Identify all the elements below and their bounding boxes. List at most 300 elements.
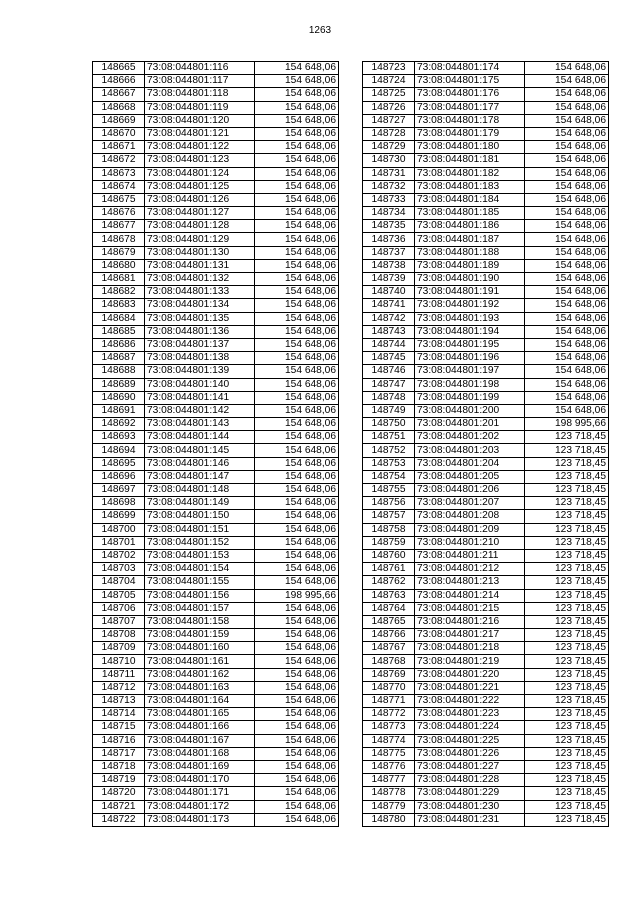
row-number: 148670 xyxy=(93,127,145,140)
row-number: 148692 xyxy=(93,418,145,431)
cadastral-number: 73:08:044801:135 xyxy=(145,312,255,325)
row-number: 148668 xyxy=(93,101,145,114)
row-number: 148685 xyxy=(93,325,145,338)
row-number: 148672 xyxy=(93,154,145,167)
cadastral-value: 123 718,45 xyxy=(525,523,609,536)
cadastral-number: 73:08:044801:212 xyxy=(415,563,525,576)
cadastral-number: 73:08:044801:217 xyxy=(415,629,525,642)
table-row xyxy=(93,352,339,365)
table-row xyxy=(93,734,339,747)
cadastral-number: 73:08:044801:128 xyxy=(145,220,255,233)
cadastral-value: 154 648,06 xyxy=(255,576,339,589)
table-row xyxy=(363,338,609,351)
table-row xyxy=(93,193,339,206)
table-row xyxy=(93,391,339,404)
row-number: 148699 xyxy=(93,510,145,523)
cadastral-value: 154 648,06 xyxy=(255,734,339,747)
cadastral-number: 73:08:044801:224 xyxy=(415,721,525,734)
row-number: 148693 xyxy=(93,431,145,444)
row-number: 148775 xyxy=(363,747,415,760)
row-number: 148686 xyxy=(93,338,145,351)
table-row xyxy=(93,510,339,523)
table-row xyxy=(363,484,609,497)
cadastral-value: 154 648,06 xyxy=(525,352,609,365)
table-row xyxy=(363,312,609,325)
row-number: 148706 xyxy=(93,602,145,615)
cadastral-number: 73:08:044801:207 xyxy=(415,497,525,510)
row-number: 148666 xyxy=(93,75,145,88)
cadastral-number: 73:08:044801:211 xyxy=(415,549,525,562)
cadastral-number: 73:08:044801:194 xyxy=(415,325,525,338)
table-row xyxy=(363,497,609,510)
cadastral-value: 154 648,06 xyxy=(525,180,609,193)
table-row xyxy=(93,286,339,299)
cadastral-number: 73:08:044801:182 xyxy=(415,167,525,180)
table-row xyxy=(93,88,339,101)
cadastral-number: 73:08:044801:218 xyxy=(415,642,525,655)
cadastral-value: 154 648,06 xyxy=(255,681,339,694)
table-row xyxy=(93,523,339,536)
cadastral-number: 73:08:044801:118 xyxy=(145,88,255,101)
row-number: 148734 xyxy=(363,207,415,220)
cadastral-number: 73:08:044801:216 xyxy=(415,615,525,628)
cadastral-value: 154 648,06 xyxy=(255,787,339,800)
table-row xyxy=(363,418,609,431)
table-row xyxy=(363,101,609,114)
row-number: 148723 xyxy=(363,62,415,75)
table-row xyxy=(363,75,609,88)
table-row xyxy=(93,259,339,272)
cadastral-number: 73:08:044801:174 xyxy=(415,62,525,75)
table-row xyxy=(363,774,609,787)
cadastral-value: 123 718,45 xyxy=(525,589,609,602)
registry-table-right xyxy=(362,61,609,827)
table-row xyxy=(93,338,339,351)
cadastral-number: 73:08:044801:150 xyxy=(145,510,255,523)
table-row xyxy=(363,747,609,760)
row-number: 148719 xyxy=(93,774,145,787)
table-row xyxy=(93,114,339,127)
table-row xyxy=(93,220,339,233)
cadastral-number: 73:08:044801:221 xyxy=(415,681,525,694)
table-row xyxy=(363,325,609,338)
cadastral-value: 123 718,45 xyxy=(525,510,609,523)
cadastral-value: 123 718,45 xyxy=(525,602,609,615)
table-row xyxy=(363,365,609,378)
cadastral-number: 73:08:044801:163 xyxy=(145,681,255,694)
table-row xyxy=(93,497,339,510)
row-number: 148730 xyxy=(363,154,415,167)
cadastral-value: 154 648,06 xyxy=(255,510,339,523)
cadastral-value: 154 648,06 xyxy=(525,62,609,75)
cadastral-number: 73:08:044801:157 xyxy=(145,602,255,615)
row-number: 148738 xyxy=(363,259,415,272)
cadastral-number: 73:08:044801:231 xyxy=(415,813,525,826)
cadastral-value: 154 648,06 xyxy=(255,127,339,140)
table-row xyxy=(363,708,609,721)
cadastral-value: 154 648,06 xyxy=(255,602,339,615)
cadastral-value: 123 718,45 xyxy=(525,774,609,787)
cadastral-value: 154 648,06 xyxy=(255,708,339,721)
table-row xyxy=(93,127,339,140)
cadastral-number: 73:08:044801:167 xyxy=(145,734,255,747)
cadastral-number: 73:08:044801:137 xyxy=(145,338,255,351)
row-number: 148712 xyxy=(93,681,145,694)
table-row xyxy=(93,62,339,75)
row-number: 148710 xyxy=(93,655,145,668)
row-number: 148684 xyxy=(93,312,145,325)
cadastral-value: 154 648,06 xyxy=(255,75,339,88)
cadastral-value: 154 648,06 xyxy=(255,273,339,286)
cadastral-value: 123 718,45 xyxy=(525,431,609,444)
cadastral-value: 154 648,06 xyxy=(525,114,609,127)
cadastral-value: 154 648,06 xyxy=(255,404,339,417)
cadastral-value: 154 648,06 xyxy=(525,141,609,154)
cadastral-number: 73:08:044801:160 xyxy=(145,642,255,655)
cadastral-value: 123 718,45 xyxy=(525,549,609,562)
cadastral-value: 123 718,45 xyxy=(525,615,609,628)
cadastral-number: 73:08:044801:123 xyxy=(145,154,255,167)
table-row xyxy=(93,695,339,708)
table-row xyxy=(93,457,339,470)
row-number: 148768 xyxy=(363,655,415,668)
cadastral-number: 73:08:044801:192 xyxy=(415,299,525,312)
cadastral-value: 154 648,06 xyxy=(255,246,339,259)
cadastral-number: 73:08:044801:148 xyxy=(145,484,255,497)
row-number: 148739 xyxy=(363,273,415,286)
row-number: 148711 xyxy=(93,668,145,681)
cadastral-value: 154 648,06 xyxy=(255,233,339,246)
row-number: 148745 xyxy=(363,352,415,365)
row-number: 148680 xyxy=(93,259,145,272)
table-row xyxy=(363,602,609,615)
table-row xyxy=(363,233,609,246)
cadastral-number: 73:08:044801:213 xyxy=(415,576,525,589)
cadastral-value: 154 648,06 xyxy=(525,404,609,417)
cadastral-number: 73:08:044801:210 xyxy=(415,536,525,549)
table-row xyxy=(93,141,339,154)
cadastral-value: 154 648,06 xyxy=(525,233,609,246)
row-number: 148713 xyxy=(93,695,145,708)
cadastral-value: 123 718,45 xyxy=(525,470,609,483)
row-number: 148688 xyxy=(93,365,145,378)
cadastral-value: 123 718,45 xyxy=(525,444,609,457)
cadastral-number: 73:08:044801:119 xyxy=(145,101,255,114)
cadastral-value: 154 648,06 xyxy=(255,299,339,312)
row-number: 148689 xyxy=(93,378,145,391)
table-row xyxy=(363,523,609,536)
cadastral-value: 154 648,06 xyxy=(525,338,609,351)
cadastral-number: 73:08:044801:176 xyxy=(415,88,525,101)
cadastral-value: 154 648,06 xyxy=(525,325,609,338)
row-number: 148674 xyxy=(93,180,145,193)
row-number: 148765 xyxy=(363,615,415,628)
row-number: 148721 xyxy=(93,800,145,813)
cadastral-number: 73:08:044801:197 xyxy=(415,365,525,378)
cadastral-value: 154 648,06 xyxy=(255,668,339,681)
cadastral-number: 73:08:044801:140 xyxy=(145,378,255,391)
cadastral-number: 73:08:044801:133 xyxy=(145,286,255,299)
row-number: 148754 xyxy=(363,470,415,483)
table-row xyxy=(93,299,339,312)
cadastral-number: 73:08:044801:201 xyxy=(415,418,525,431)
cadastral-number: 73:08:044801:161 xyxy=(145,655,255,668)
table-row xyxy=(93,365,339,378)
cadastral-number: 73:08:044801:169 xyxy=(145,760,255,773)
row-number: 148756 xyxy=(363,497,415,510)
row-number: 148676 xyxy=(93,207,145,220)
cadastral-value: 154 648,06 xyxy=(255,484,339,497)
row-number: 148744 xyxy=(363,338,415,351)
cadastral-value: 154 648,06 xyxy=(255,497,339,510)
cadastral-value: 154 648,06 xyxy=(255,721,339,734)
cadastral-number: 73:08:044801:145 xyxy=(145,444,255,457)
cadastral-number: 73:08:044801:196 xyxy=(415,352,525,365)
cadastral-number: 73:08:044801:124 xyxy=(145,167,255,180)
cadastral-number: 73:08:044801:151 xyxy=(145,523,255,536)
row-number: 148766 xyxy=(363,629,415,642)
table-row xyxy=(363,154,609,167)
cadastral-value: 154 648,06 xyxy=(255,457,339,470)
cadastral-value: 154 648,06 xyxy=(255,418,339,431)
cadastral-value: 154 648,06 xyxy=(255,352,339,365)
table-row xyxy=(93,325,339,338)
table-row xyxy=(363,404,609,417)
cadastral-number: 73:08:044801:219 xyxy=(415,655,525,668)
table-row xyxy=(363,721,609,734)
table-row xyxy=(93,787,339,800)
table-row xyxy=(93,642,339,655)
cadastral-number: 73:08:044801:132 xyxy=(145,273,255,286)
cadastral-value: 154 648,06 xyxy=(255,220,339,233)
table-row xyxy=(363,180,609,193)
row-number: 148771 xyxy=(363,695,415,708)
row-number: 148769 xyxy=(363,668,415,681)
cadastral-value: 154 648,06 xyxy=(255,338,339,351)
cadastral-number: 73:08:044801:134 xyxy=(145,299,255,312)
table-row xyxy=(93,207,339,220)
table-row xyxy=(93,312,339,325)
cadastral-number: 73:08:044801:209 xyxy=(415,523,525,536)
row-number: 148761 xyxy=(363,563,415,576)
row-number: 148725 xyxy=(363,88,415,101)
row-number: 148763 xyxy=(363,589,415,602)
cadastral-number: 73:08:044801:187 xyxy=(415,233,525,246)
cadastral-value: 154 648,06 xyxy=(255,259,339,272)
table-row xyxy=(363,62,609,75)
cadastral-value: 154 648,06 xyxy=(255,167,339,180)
table-row xyxy=(363,655,609,668)
row-number: 148677 xyxy=(93,220,145,233)
table-row xyxy=(93,774,339,787)
row-number: 148665 xyxy=(93,62,145,75)
table-row xyxy=(363,549,609,562)
row-number: 148683 xyxy=(93,299,145,312)
cadastral-value: 154 648,06 xyxy=(525,127,609,140)
cadastral-number: 73:08:044801:164 xyxy=(145,695,255,708)
cadastral-number: 73:08:044801:166 xyxy=(145,721,255,734)
table-row xyxy=(93,378,339,391)
cadastral-value: 123 718,45 xyxy=(525,734,609,747)
row-number: 148728 xyxy=(363,127,415,140)
cadastral-value: 154 648,06 xyxy=(255,615,339,628)
table-row xyxy=(363,431,609,444)
table-row xyxy=(93,589,339,602)
row-number: 148709 xyxy=(93,642,145,655)
cadastral-number: 73:08:044801:172 xyxy=(145,800,255,813)
cadastral-number: 73:08:044801:220 xyxy=(415,668,525,681)
table-row xyxy=(363,141,609,154)
row-number: 148737 xyxy=(363,246,415,259)
cadastral-number: 73:08:044801:173 xyxy=(145,813,255,826)
cadastral-value: 154 648,06 xyxy=(255,760,339,773)
cadastral-number: 73:08:044801:170 xyxy=(145,774,255,787)
row-number: 148700 xyxy=(93,523,145,536)
row-number: 148774 xyxy=(363,734,415,747)
row-number: 148717 xyxy=(93,747,145,760)
cadastral-number: 73:08:044801:175 xyxy=(415,75,525,88)
cadastral-number: 73:08:044801:171 xyxy=(145,787,255,800)
table-row xyxy=(363,457,609,470)
cadastral-number: 73:08:044801:130 xyxy=(145,246,255,259)
cadastral-number: 73:08:044801:149 xyxy=(145,497,255,510)
cadastral-value: 154 648,06 xyxy=(255,141,339,154)
table-row xyxy=(363,510,609,523)
row-number: 148718 xyxy=(93,760,145,773)
row-number: 148759 xyxy=(363,536,415,549)
cadastral-value: 154 648,06 xyxy=(525,273,609,286)
row-number: 148704 xyxy=(93,576,145,589)
cadastral-value: 154 648,06 xyxy=(525,193,609,206)
table-row xyxy=(93,668,339,681)
cadastral-value: 154 648,06 xyxy=(525,88,609,101)
cadastral-number: 73:08:044801:200 xyxy=(415,404,525,417)
row-number: 148741 xyxy=(363,299,415,312)
page-number: 1263 xyxy=(308,25,332,36)
row-number: 148697 xyxy=(93,484,145,497)
cadastral-number: 73:08:044801:147 xyxy=(145,470,255,483)
cadastral-number: 73:08:044801:184 xyxy=(415,193,525,206)
row-number: 148720 xyxy=(93,787,145,800)
cadastral-value: 154 648,06 xyxy=(525,75,609,88)
row-number: 148760 xyxy=(363,549,415,562)
cadastral-number: 73:08:044801:162 xyxy=(145,668,255,681)
table-row xyxy=(363,813,609,826)
row-number: 148755 xyxy=(363,484,415,497)
row-number: 148752 xyxy=(363,444,415,457)
cadastral-number: 73:08:044801:121 xyxy=(145,127,255,140)
table-row xyxy=(363,167,609,180)
table-row xyxy=(363,299,609,312)
cadastral-number: 73:08:044801:214 xyxy=(415,589,525,602)
row-number: 148669 xyxy=(93,114,145,127)
table-row xyxy=(93,101,339,114)
row-number: 148777 xyxy=(363,774,415,787)
cadastral-number: 73:08:044801:168 xyxy=(145,747,255,760)
table-row xyxy=(363,629,609,642)
table-row xyxy=(93,629,339,642)
cadastral-value: 123 718,45 xyxy=(525,695,609,708)
row-number: 148701 xyxy=(93,536,145,549)
cadastral-number: 73:08:044801:222 xyxy=(415,695,525,708)
registry-table-left xyxy=(92,61,339,827)
cadastral-value: 123 718,45 xyxy=(525,457,609,470)
cadastral-value: 154 648,06 xyxy=(525,286,609,299)
cadastral-number: 73:08:044801:141 xyxy=(145,391,255,404)
cadastral-number: 73:08:044801:138 xyxy=(145,352,255,365)
row-number: 148696 xyxy=(93,470,145,483)
cadastral-value: 123 718,45 xyxy=(525,708,609,721)
row-number: 148667 xyxy=(93,88,145,101)
cadastral-number: 73:08:044801:125 xyxy=(145,180,255,193)
cadastral-number: 73:08:044801:146 xyxy=(145,457,255,470)
table-row xyxy=(363,615,609,628)
table-row xyxy=(93,549,339,562)
cadastral-value: 154 648,06 xyxy=(255,312,339,325)
table-row xyxy=(363,378,609,391)
cadastral-value: 154 648,06 xyxy=(255,154,339,167)
cadastral-value: 123 718,45 xyxy=(525,668,609,681)
cadastral-value: 198 995,66 xyxy=(255,589,339,602)
cadastral-number: 73:08:044801:136 xyxy=(145,325,255,338)
cadastral-value: 154 648,06 xyxy=(255,549,339,562)
cadastral-value: 154 648,06 xyxy=(255,536,339,549)
row-number: 148708 xyxy=(93,629,145,642)
cadastral-value: 123 718,45 xyxy=(525,484,609,497)
cadastral-value: 154 648,06 xyxy=(255,695,339,708)
cadastral-value: 123 718,45 xyxy=(525,760,609,773)
cadastral-value: 123 718,45 xyxy=(525,629,609,642)
table-row xyxy=(93,615,339,628)
cadastral-number: 73:08:044801:223 xyxy=(415,708,525,721)
row-number: 148780 xyxy=(363,813,415,826)
cadastral-number: 73:08:044801:156 xyxy=(145,589,255,602)
row-number: 148772 xyxy=(363,708,415,721)
row-number: 148753 xyxy=(363,457,415,470)
cadastral-number: 73:08:044801:204 xyxy=(415,457,525,470)
table-row xyxy=(363,220,609,233)
cadastral-number: 73:08:044801:195 xyxy=(415,338,525,351)
row-number: 148691 xyxy=(93,404,145,417)
cadastral-number: 73:08:044801:230 xyxy=(415,800,525,813)
cadastral-number: 73:08:044801:179 xyxy=(415,127,525,140)
table-row xyxy=(363,273,609,286)
cadastral-number: 73:08:044801:185 xyxy=(415,207,525,220)
row-number: 148731 xyxy=(363,167,415,180)
row-number: 148729 xyxy=(363,141,415,154)
cadastral-number: 73:08:044801:158 xyxy=(145,615,255,628)
cadastral-value: 154 648,06 xyxy=(255,114,339,127)
cadastral-number: 73:08:044801:154 xyxy=(145,563,255,576)
cadastral-value: 123 718,45 xyxy=(525,721,609,734)
table-row xyxy=(363,536,609,549)
table-row xyxy=(363,88,609,101)
table-row xyxy=(93,404,339,417)
cadastral-value: 154 648,06 xyxy=(255,642,339,655)
table-row xyxy=(363,695,609,708)
row-number: 148722 xyxy=(93,813,145,826)
cadastral-value: 154 648,06 xyxy=(525,312,609,325)
table-row xyxy=(363,734,609,747)
row-number: 148679 xyxy=(93,246,145,259)
cadastral-value: 154 648,06 xyxy=(255,655,339,668)
row-number: 148750 xyxy=(363,418,415,431)
row-number: 148751 xyxy=(363,431,415,444)
cadastral-number: 73:08:044801:180 xyxy=(415,141,525,154)
row-number: 148675 xyxy=(93,193,145,206)
cadastral-value: 154 648,06 xyxy=(255,563,339,576)
row-number: 148716 xyxy=(93,734,145,747)
